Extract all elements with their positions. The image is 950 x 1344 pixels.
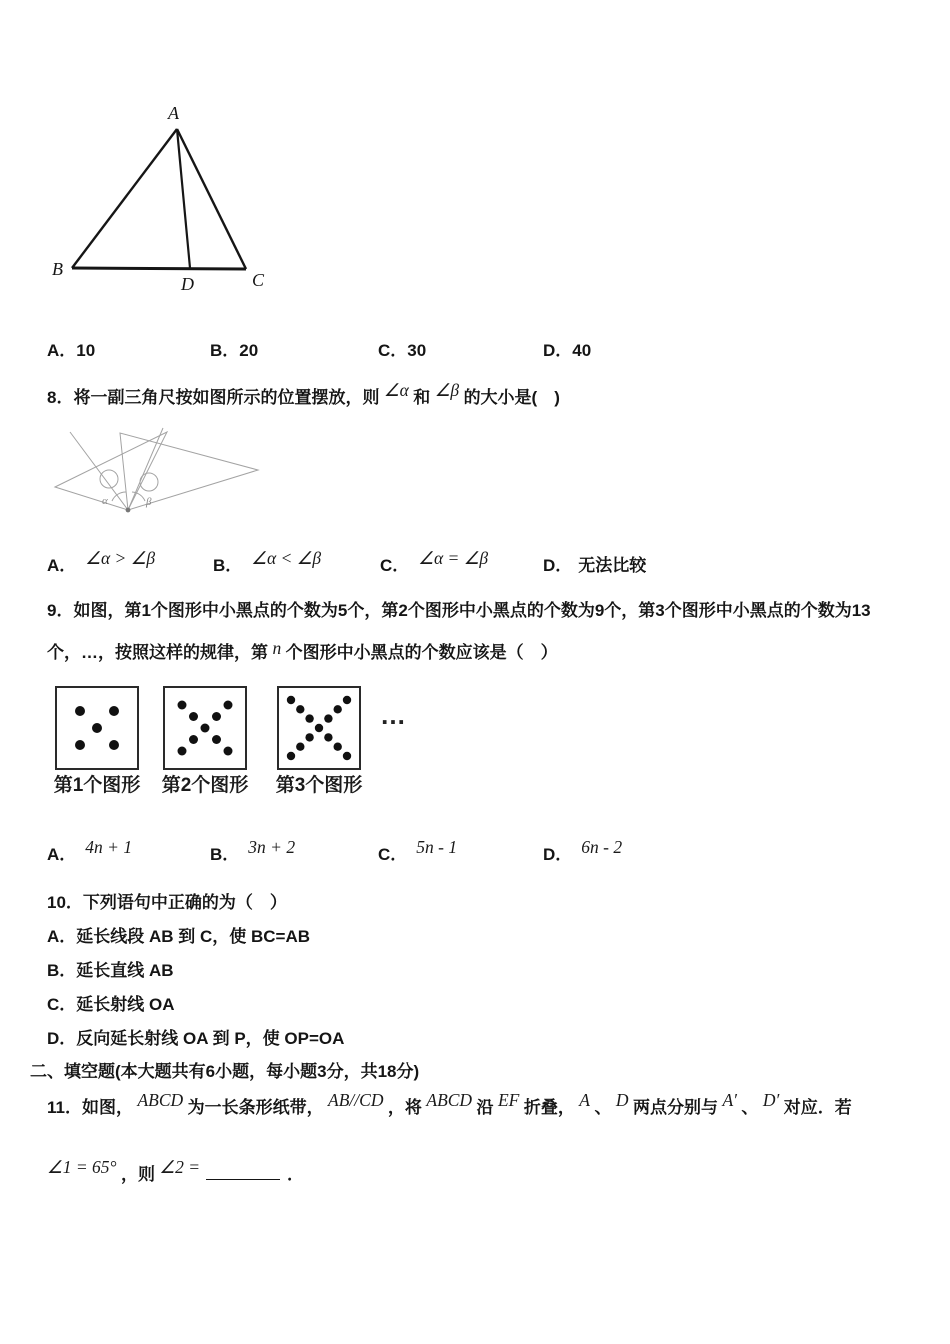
- vertex-a-label: A: [168, 103, 179, 123]
- q11-text-6: 两点分别与: [632, 1098, 718, 1117]
- q7-option-d: [543, 336, 591, 361]
- q11-number: 11．如图，: [47, 1098, 133, 1117]
- q8-option-c: [380, 548, 489, 576]
- q8-option-b: [213, 548, 322, 576]
- q7-option-b-letter: B．: [210, 341, 240, 360]
- q9-option-c-letter: C．: [378, 845, 408, 864]
- q9-option-d-value: 6n - 2: [581, 837, 623, 857]
- q10-option-d-text: D．反向延长射线 OA 到 P，使 OP=OA: [47, 1029, 345, 1048]
- q10-option-a: [47, 922, 310, 947]
- dots-figure-1-caption: 第1个图形: [53, 775, 141, 796]
- q10-stem-text: 10．下列语句中正确的为（ ）: [47, 893, 287, 912]
- q7-option-c-letter: C．: [378, 341, 408, 360]
- dots-figure-3-caption: 第3个图形: [275, 775, 363, 796]
- q11-math-angle2: ∠2 =: [159, 1157, 201, 1177]
- dots-figure-2: [163, 686, 247, 770]
- dots-figure-2-caption: 第2个图形: [161, 775, 249, 796]
- q11-text-8: 对应．若: [783, 1098, 852, 1117]
- q7-option-a-value: 10: [76, 341, 96, 360]
- dots-figure-2-dots: [165, 688, 245, 768]
- q11-text-5: 、: [594, 1098, 612, 1117]
- q9-option-a-value: 4n + 1: [85, 837, 133, 857]
- q7-option-d-letter: D．: [543, 341, 573, 360]
- q7-option-a: [47, 336, 95, 361]
- beta-label: β: [146, 496, 152, 508]
- q9-option-d-letter: D．: [543, 845, 573, 864]
- q10-option-c-text: C．延长射线 OA: [47, 995, 175, 1014]
- q8-angle-alpha: ∠α: [383, 380, 409, 400]
- q8-stem: [47, 380, 927, 415]
- q9-stem-text-2: 个，…，按照这样的规律，第: [47, 643, 268, 662]
- vertex-d-label: D: [181, 274, 194, 294]
- q11-text-then: ，则: [120, 1165, 155, 1184]
- q10-option-b-text: B．延长直线 AB: [47, 961, 174, 980]
- q8-options-row: [0, 548, 950, 581]
- q11-text-2: ，将: [387, 1098, 422, 1117]
- q9-option-b-value: 3n + 2: [248, 837, 296, 857]
- q9-stem-text-1: 9．如图，第1个图形中小黑点的个数为5个，第2个图形中小黑点的个数为9个，第3个图形中小黑点的个数为13: [47, 601, 871, 620]
- q11-math-d: D: [615, 1090, 629, 1110]
- q9-options-row: [0, 837, 950, 870]
- q9-option-a: [47, 837, 133, 865]
- q8-option-b-value: ∠α < ∠β: [251, 548, 322, 568]
- dots-figure-1-dots: [57, 688, 137, 768]
- q11-math-abcd-2: ABCD: [426, 1090, 473, 1110]
- answer-blank: [206, 1163, 280, 1180]
- dots-figure-1: [55, 686, 139, 770]
- q11-math-a-prime: A′: [722, 1090, 737, 1110]
- triangle-abcd-figure: [50, 103, 290, 303]
- q9-option-b: [210, 837, 296, 865]
- q8-stem-post: 的大小是( ): [463, 388, 560, 407]
- q9-option-b-letter: B．: [210, 845, 240, 864]
- section-2-header: [30, 1057, 419, 1082]
- q11-math-ef: EF: [497, 1090, 520, 1110]
- q11-text-4: 折叠，: [523, 1098, 575, 1117]
- q9-stem-line2: [47, 638, 927, 663]
- q11-stem-line1: [47, 1090, 927, 1127]
- q11-math-a: A: [579, 1090, 590, 1110]
- q8-option-c-value: ∠α = ∠β: [418, 548, 489, 568]
- q10-option-d: [47, 1024, 344, 1049]
- q9-stem-line1: [47, 596, 927, 621]
- dots-figure-3: [277, 686, 361, 770]
- q8-option-d-value: 无法比较: [578, 556, 647, 575]
- q11-text-7: 、: [741, 1098, 759, 1117]
- q9-option-c-value: 5n - 1: [416, 837, 458, 857]
- q8-option-a-value: ∠α > ∠β: [85, 548, 156, 568]
- set-squares-figure: [45, 420, 275, 522]
- vertex-c-label: C: [252, 270, 265, 290]
- q11-end-period: ．: [286, 1165, 304, 1184]
- q9-option-a-letter: A．: [47, 845, 77, 864]
- q11-text-1: 为一长条形纸带，: [187, 1098, 324, 1117]
- q8-option-a: [47, 548, 156, 576]
- q10-option-a-text: A．延长线段 AB 到 C，使 BC=AB: [47, 927, 311, 946]
- q8-angle-beta: ∠β: [434, 380, 460, 400]
- q8-option-b-letter: B．: [213, 556, 243, 575]
- q7-option-b-value: 20: [239, 341, 259, 360]
- q10-stem: [47, 888, 287, 913]
- alpha-label: α: [102, 495, 108, 507]
- q10-option-c: [47, 990, 175, 1015]
- q9-option-c: [378, 837, 458, 865]
- q11-math-abcd-1: ABCD: [137, 1090, 184, 1110]
- q9-var-n: n: [272, 638, 282, 658]
- q11-text-3: 沿: [476, 1098, 494, 1117]
- q11-math-d-prime: D′: [762, 1090, 780, 1110]
- q7-option-c: [378, 336, 426, 361]
- q8-stem-text: 8．将一副三角尺按如图所示的位置摆放，则: [47, 388, 380, 407]
- pattern-ellipsis: …: [380, 700, 408, 730]
- q7-option-b: [210, 336, 258, 361]
- section-2-title: 二、填空题(本大题共有6小题，每小题3分，共18分): [30, 1062, 420, 1081]
- q10-option-b: [47, 956, 174, 981]
- q11-stem-line2: [47, 1157, 927, 1194]
- q9-stem-text-3: 个图形中小黑点的个数应该是（ ）: [285, 643, 558, 662]
- q9-option-d: [543, 837, 623, 865]
- q7-option-d-value: 40: [572, 341, 592, 360]
- q8-option-d-letter: D．: [543, 556, 573, 575]
- q7-option-c-value: 30: [407, 341, 427, 360]
- q9-figure-captions: [0, 770, 950, 800]
- q8-option-d: [543, 551, 646, 576]
- q11-math-angle1: ∠1 = 65°: [47, 1157, 117, 1177]
- q8-option-c-letter: C．: [380, 556, 410, 575]
- q8-stem-and: 和: [413, 388, 431, 407]
- q7-option-a-letter: A．: [47, 341, 77, 360]
- q7-options-row: [0, 336, 950, 364]
- vertex-b-label: B: [52, 259, 63, 279]
- q11-math-ab-parallel-cd: AB//CD: [328, 1090, 384, 1110]
- q8-option-a-letter: A．: [47, 556, 77, 575]
- dots-figure-3-dots: [279, 688, 359, 768]
